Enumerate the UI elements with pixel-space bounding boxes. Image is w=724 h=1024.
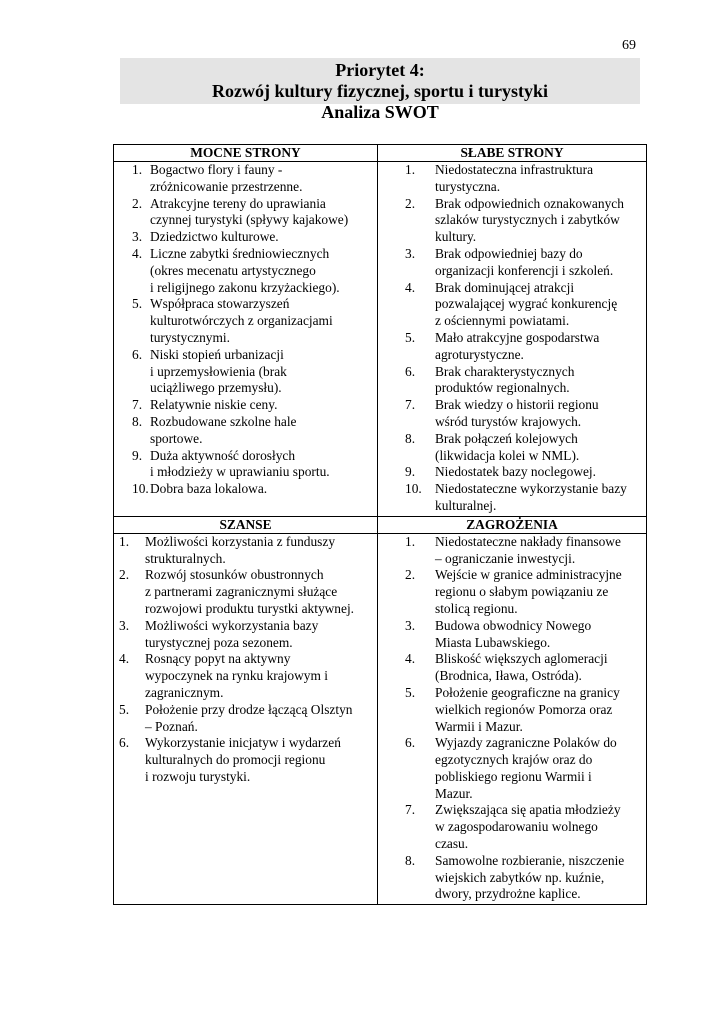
item-number: 1. xyxy=(405,162,416,177)
item-text: Atrakcyjne tereny do uprawiania czynnej turystyki (spływy kajakowe) xyxy=(150,195,349,228)
item-text: Brak wiedzy o historii regionu wśród turystów krajowych. xyxy=(435,397,599,429)
item-number: 1. xyxy=(119,533,130,549)
item-text: Duża aktywność dorosłych i młodzieży w uprawianiu sportu. xyxy=(150,447,330,480)
list-item xyxy=(405,431,643,465)
strengths-list xyxy=(117,162,374,498)
item-text: Brak charakterystycznych produktów regionalnych. xyxy=(435,363,575,396)
item-text: Niedostateczna infrastruktura turystyczna. xyxy=(435,162,594,194)
item-number: 2. xyxy=(405,567,416,583)
list-item xyxy=(405,735,643,802)
item-number: 1. xyxy=(132,162,143,177)
list-item xyxy=(405,162,643,196)
list-item xyxy=(119,651,374,701)
title-line-swot: Analiza SWOT xyxy=(321,102,439,122)
list-item xyxy=(405,802,643,852)
list-item xyxy=(405,397,643,431)
threats-header: ZAGROŻENIA xyxy=(378,516,647,533)
page-title xyxy=(0,60,724,123)
item-text: Rosnący popyt na aktywny wypoczynek na rynku krajowym i zagranicznym. xyxy=(145,651,328,700)
list-item xyxy=(132,296,374,346)
list-item xyxy=(132,414,374,448)
item-text: Położenie przy drodze łączącą Olsztyn – Poznań. xyxy=(145,701,353,734)
item-number: 4. xyxy=(405,279,416,295)
item-text: Wykorzystanie inicjatyw i wydarzeń kulturalnych do promocji regionu i rozwoju turystyki. xyxy=(145,735,341,784)
item-text: Samowolne rozbieranie, niszczenie wiejskich zabytków np. kuźnie, dwory, przydrożne kaplice. xyxy=(435,852,625,902)
item-text: Położenie geograficzne na granicy wielkich regionów Pomorza oraz Warmii i Mazur. xyxy=(435,684,620,734)
item-number: 6. xyxy=(132,346,143,362)
item-text: Rozwój stosunków obustronnych z partnerami zagranicznymi służące rozwojowi produktu turystki aktywnej. xyxy=(145,567,355,616)
item-number: 7. xyxy=(132,397,143,413)
item-text: Współpraca stowarzyszeń kulturotwórczych z organizacjami turystycznymi. xyxy=(150,296,333,345)
list-item xyxy=(405,853,643,903)
item-number: 6. xyxy=(405,735,416,751)
list-item xyxy=(132,162,374,196)
item-number: 10. xyxy=(132,481,149,497)
item-text: Bogactwo flory i fauny - zróżnicowanie przestrzenne. xyxy=(150,162,303,194)
item-text: Zwiększająca się apatia młodzieży w zagospodarowaniu wolnego czasu. xyxy=(435,802,621,852)
strengths-cell xyxy=(114,162,378,517)
item-text: Rozbudowane szkolne hale sportowe. xyxy=(150,413,297,446)
list-item xyxy=(119,702,374,736)
item-number: 8. xyxy=(132,413,143,429)
list-item xyxy=(405,464,643,481)
list-item xyxy=(405,196,643,246)
list-item xyxy=(119,534,374,568)
threats-cell xyxy=(378,533,647,905)
opportunities-header: SZANSE xyxy=(114,516,378,533)
item-number: 9. xyxy=(405,464,416,480)
item-number: 4. xyxy=(119,651,130,667)
weaknesses-list xyxy=(381,162,643,515)
item-text: Dobra baza lokalowa. xyxy=(150,481,268,497)
item-number: 7. xyxy=(405,397,416,413)
strengths-header: MOCNE STRONY xyxy=(114,145,378,162)
item-number: 3. xyxy=(132,229,143,245)
item-text: Niedostateczne nakłady finansowe – ograniczanie inwestycji. xyxy=(435,533,621,566)
item-number: 7. xyxy=(405,802,416,818)
item-text: Liczne zabytki średniowiecznych (okres mecenatu artystycznego i religijnego zakonu krzyżackiego). xyxy=(150,245,340,295)
list-item xyxy=(405,481,643,515)
item-number: 2. xyxy=(132,195,143,211)
swot-table xyxy=(113,144,647,905)
list-item xyxy=(405,567,643,617)
list-item xyxy=(405,280,643,330)
item-text: Bliskość większych aglomeracji (Brodnica, Iława, Ostróda). xyxy=(435,651,608,684)
item-text: Budowa obwodnicy Nowego Miasta Lubawskiego. xyxy=(435,617,592,650)
item-number: 3. xyxy=(405,617,416,633)
title-line-subject: Rozwój kultury fizycznej, sportu i turystyki xyxy=(212,81,548,101)
item-text: Dziedzictwo kulturowe. xyxy=(150,229,279,245)
list-item xyxy=(132,347,374,397)
item-number: 6. xyxy=(405,363,416,379)
item-text: Wyjazdy zagraniczne Polaków do egzotycznych krajów oraz do pobliskiego regionu Warmii i Mazur. xyxy=(435,735,617,801)
list-item xyxy=(405,685,643,735)
item-number: 6. xyxy=(119,735,130,751)
item-text: Niedostatek bazy noclegowej. xyxy=(435,464,597,480)
page-number: 69 xyxy=(622,38,636,53)
weaknesses-cell xyxy=(378,162,647,517)
list-item xyxy=(132,229,374,246)
list-item xyxy=(119,735,374,785)
item-number: 9. xyxy=(132,447,143,463)
item-text: Relatywnie niskie ceny. xyxy=(150,397,278,413)
list-item xyxy=(405,246,643,280)
list-item xyxy=(405,364,643,398)
item-text: Wejście w granice administracyjne regionu o słabym powiązaniu ze stolicą regionu. xyxy=(435,567,622,616)
list-item xyxy=(132,397,374,414)
list-item xyxy=(405,330,643,364)
list-item xyxy=(132,481,374,498)
item-number: 1. xyxy=(405,533,416,549)
item-text: Brak połączeń kolejowych (likwidacja kolei w NML). xyxy=(435,430,580,463)
item-text: Brak odpowiedniej bazy do organizacji konferencji i szkoleń. xyxy=(435,245,614,278)
item-number: 4. xyxy=(132,245,143,261)
list-item xyxy=(405,534,643,568)
item-text: Brak odpowiednich oznakowanych szlaków turystycznych i zabytków kultury. xyxy=(435,195,624,245)
list-item xyxy=(132,448,374,482)
opportunities-list xyxy=(117,534,374,786)
item-text: Mało atrakcyjne gospodarstwa agroturystyczne. xyxy=(435,329,600,362)
item-number: 5. xyxy=(405,329,416,345)
list-item xyxy=(132,246,374,296)
item-number: 8. xyxy=(405,852,416,868)
list-item xyxy=(405,651,643,685)
item-text: Niski stopień urbanizacji i uprzemysłowienia (brak uciążliwego przemysłu). xyxy=(150,346,287,396)
item-text: Niedostateczne wykorzystanie bazy kulturalnej. xyxy=(435,481,627,513)
item-number: 8. xyxy=(405,430,416,446)
list-item xyxy=(119,618,374,652)
threats-list xyxy=(381,534,643,904)
item-text: Możliwości wykorzystania bazy turystycznej poza sezonem. xyxy=(145,617,319,650)
item-number: 4. xyxy=(405,651,416,667)
weaknesses-header: SŁABE STRONY xyxy=(378,145,647,162)
list-item xyxy=(405,618,643,652)
item-text: Brak dominującej atrakcji pozwalającej wygrać konkurencję z ościennymi powiatami. xyxy=(435,279,618,329)
opportunities-cell xyxy=(114,533,378,905)
item-number: 2. xyxy=(405,195,416,211)
list-item xyxy=(132,196,374,230)
item-number: 5. xyxy=(119,701,130,717)
item-number: 3. xyxy=(405,245,416,261)
item-number: 10. xyxy=(405,481,422,497)
item-text: Możliwości korzystania z funduszy strukturalnych. xyxy=(145,533,336,566)
list-item xyxy=(119,567,374,617)
item-number: 2. xyxy=(119,567,130,583)
item-number: 3. xyxy=(119,617,130,633)
title-line-priority: Priorytet 4: xyxy=(335,60,425,80)
item-number: 5. xyxy=(405,684,416,700)
item-number: 5. xyxy=(132,296,143,312)
